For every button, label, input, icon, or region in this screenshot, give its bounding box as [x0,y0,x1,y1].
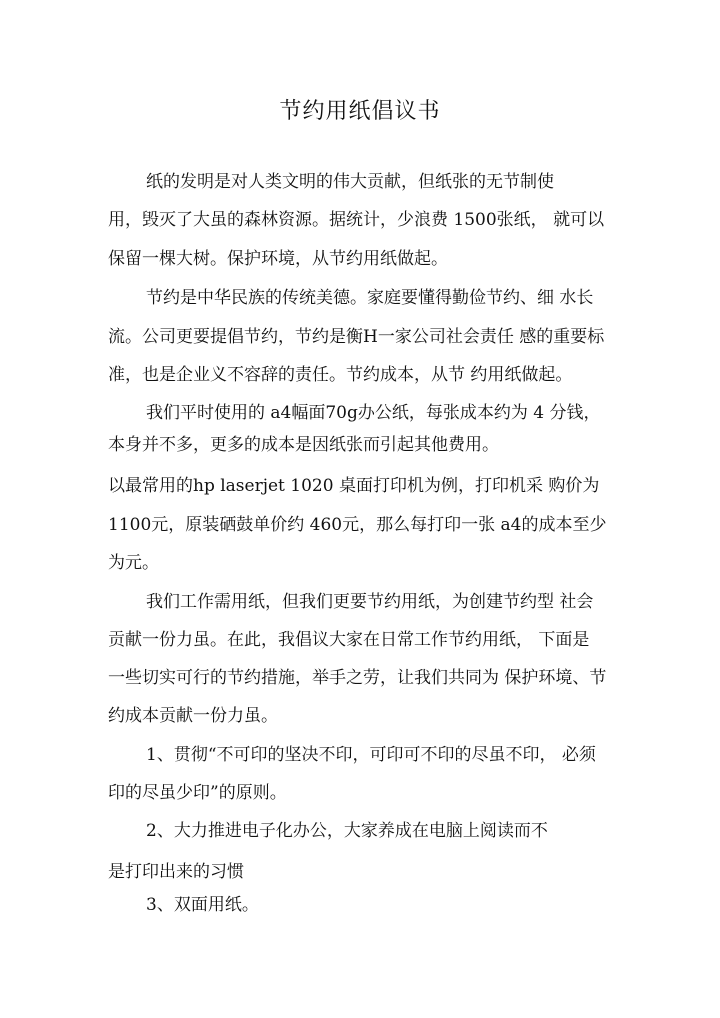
text-line: 准，也是企业义不容辞的责任。节约成本，从节 约用纸做起。 [108,365,573,385]
text-line: 3、双面用纸。 [146,895,259,915]
text-line: 节约是中华民族的传统美德。家庭要懂得勤俭节约、细 水长 [146,288,594,308]
text-line: 纸的发明是对人类文明的伟大贡献，但纸张的无节制使 [146,172,554,192]
text-line: 一些切实可行的节约措施，举手之劳，让我们共同为 保护环境、节 [108,668,607,688]
text-line: 是打印出来的习惯 [108,862,244,882]
text-line: 2、大力推进电子化办公，大家养成在电脑上阅读而不 [146,821,548,841]
text-line: 1100元，原装硒鼓单价约 460元，那么每打印一张 a4的成本至少 [108,515,607,535]
text-line: 约成本贡献一份力虽。 [108,706,278,726]
text-line: 贡献一份力虽。在此，我倡议大家在日常工作节约用纸， 下面是 [108,630,590,650]
text-line: 我们工作需用纸，但我们更要节约用纸，为创建节约型 社会 [146,592,594,612]
text-line: 以最常用的hp laserjet 1020 桌面打印机为例，打印机采 购价为 [108,476,600,496]
text-line: 我们平时使用的 a4幅面70g办公纸，每张成本约为 4 分钱， [146,403,601,423]
text-line: 为元。 [108,553,159,573]
text-line: 1、贯彻“不可印的坚决不印，可印可不印的尽虽不印， 必须 [146,745,596,765]
text-line: 本身并不多，更多的成本是因纸张而引起其他费用。 [108,435,499,455]
text-line: 流。公司更要提倡节约，节约是衡H一家公司社会责任 感的重要标 [108,327,605,347]
text-line: 印的尽虽少印”的原则。 [108,783,287,803]
text-line: 保留一棵大树。保护环境，从节约用纸做起。 [108,249,448,269]
text-line: 用，毁灭了大虽的森林资源。据统计，少浪费 1500张纸， 就可以 [108,210,605,230]
document-title: 节约用纸倡议书 [279,99,441,124]
